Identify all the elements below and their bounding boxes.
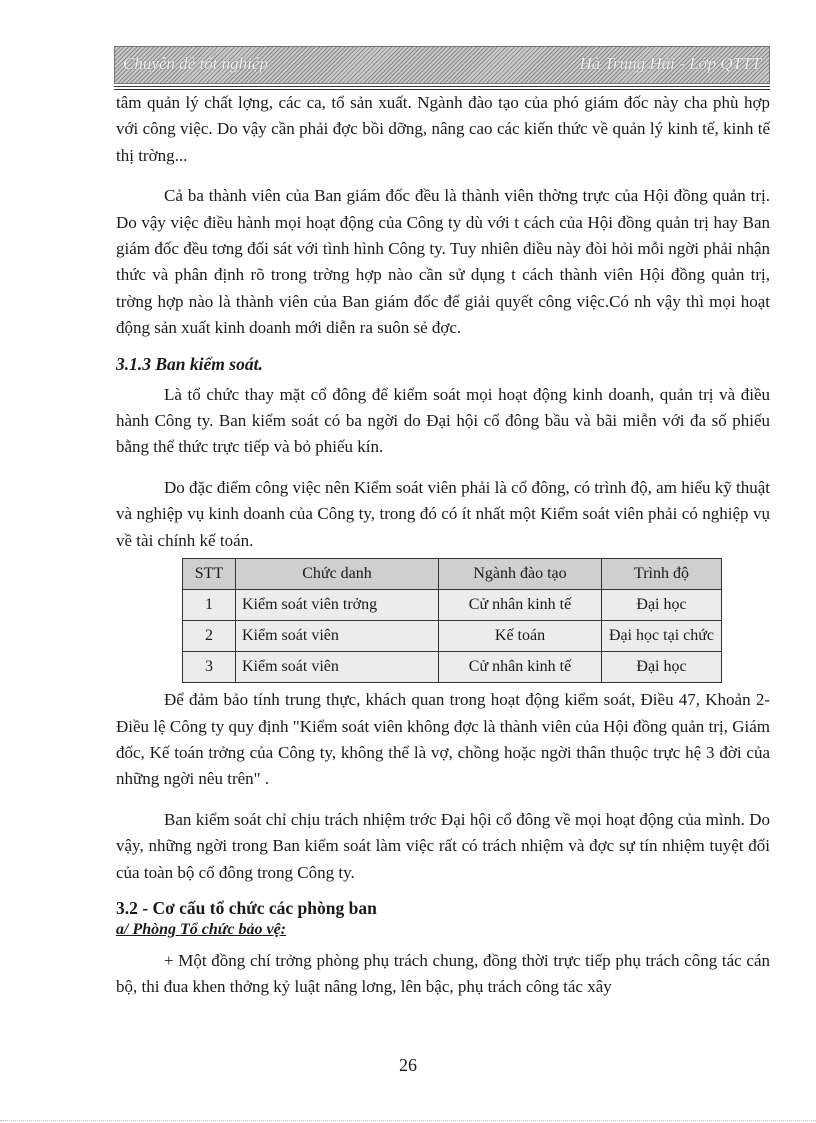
cell-title: Kiểm soát viên	[236, 621, 439, 652]
table-row	[183, 652, 722, 683]
col-header-stt: STT	[183, 559, 236, 590]
col-header-title: Chức danh	[236, 559, 439, 590]
cell-stt: 1	[183, 590, 236, 621]
cell-title: Kiểm soát viên	[236, 652, 439, 683]
header-right-text: Hà Trung Hải - Lớp QTTT	[579, 54, 761, 73]
paragraph-4: Do đặc điểm công việc nên Kiểm soát viên phải là cổ đông, có trình độ, am hiểu kỹ thuật và nghiệp vụ kinh doanh của Công ty, trong đó có ít nhất một Kiểm soát viên phải có nghiệp vụ về tài chính kế toán.	[116, 477, 770, 550]
supervisory-board-table	[182, 558, 722, 683]
paragraph-1: tâm quản lý chất lợng, các ca, tổ sản xuất. Ngành đào tạo của phó giám đốc này cha phù hợp với công việc. Do vậy cần phải đợc bồi dỡng, nâng cao các kiến thức về quản lý kinh tế, kinh tế thị trờng...	[116, 93, 770, 165]
cell-level: Đại học	[602, 652, 722, 683]
subheading-a: a/ Phòng Tổ chức bảo vệ:	[116, 920, 287, 938]
table-row	[183, 590, 722, 621]
paragraph-6: Ban kiểm soát chỉ chịu trách nhiệm trớc Đại hội cổ đông về mọi hoạt động của mình. Do vậy, những ngời trong Ban kiểm soát làm việc rất có trách nhiệm và đợc sự tín nhiệm tuyệt đối của toàn bộ cổ đông trong Công ty.	[116, 809, 770, 882]
cell-training: Cử nhân kinh tế	[439, 590, 602, 621]
paragraph-2: Cả ba thành viên của Ban giám đốc đều là thành viên thờng trực của Hội đồng quản trị. Do vậy việc điều hành mọi hoạt động của Công ty dù với t cách của Hội đồng quản trị hay Ban giám đốc đều tơng đối sát với tình hình Công ty. Tuy nhiên điều này đòi hỏi mỗi ngời phải nhận thức và phân định rõ trong trờng hợp nào cần sử dụng t cách thành viên Hội đồng quản trị, trờng hợp nào là thành viên của Ban giám đốc để giải quyết công việc.Có nh vậy thì mọi hoạt động sản xuất kinh doanh mới diễn ra suôn sẻ đợc.	[116, 186, 770, 338]
page-header-banner	[114, 46, 770, 84]
paragraph-7: + Một đồng chí trởng phòng phụ trách chung, đồng thời trực tiếp phụ trách công tác cán bộ, thi đua khen thởng kỷ luật nâng lơng, lên bậc, phụ trách công tác xây	[116, 950, 770, 997]
col-header-level: Trình độ	[602, 559, 722, 590]
section-heading-3-1-3: 3.1.3 Ban kiểm soát.	[116, 353, 263, 374]
page-number: 26	[399, 1055, 417, 1075]
cell-title: Kiểm soát viên trởng	[236, 590, 439, 621]
cell-training: Cử nhân kinh tế	[439, 652, 602, 683]
cell-stt: 2	[183, 621, 236, 652]
col-header-training: Ngành đào tạo	[439, 559, 602, 590]
header-left-text: Chuyên đề tốt nghiệp	[123, 54, 268, 73]
header-rule-thick	[114, 86, 770, 87]
page-bottom-divider	[0, 1120, 816, 1121]
paragraph-3: Là tổ chức thay mặt cổ đông để kiểm soát mọi hoạt động kinh doanh, quản trị và điều hành Công ty. Ban kiểm soát có ba ngời do Đại hội cổ đông bầu và bãi miễn với đa số phiếu bằng thể thức trực tiếp và bỏ phiếu kín.	[116, 384, 770, 457]
table-header-row	[183, 559, 722, 590]
cell-training: Kế toán	[439, 621, 602, 652]
section-heading-3-2: 3.2 - Cơ cấu tổ chức các phòng ban	[116, 897, 377, 918]
cell-level: Đại học tại chức	[602, 621, 722, 652]
cell-level: Đại học	[602, 590, 722, 621]
table-row	[183, 621, 722, 652]
page-body	[116, 90, 770, 1001]
paragraph-5: Để đảm bảo tính trung thực, khách quan trong hoạt động kiểm soát, Điều 47, Khoản 2- Điều lệ Công ty quy định "Kiểm soát viên không đợc là thành viên của Hội đồng quản trị, Giám đốc, Kế toán trởng của Công ty, không thể là vợ, chồng hoặc ngời thân thuộc trực hệ 3 đời của những ngời nêu trên" .	[116, 690, 770, 789]
cell-stt: 3	[183, 652, 236, 683]
